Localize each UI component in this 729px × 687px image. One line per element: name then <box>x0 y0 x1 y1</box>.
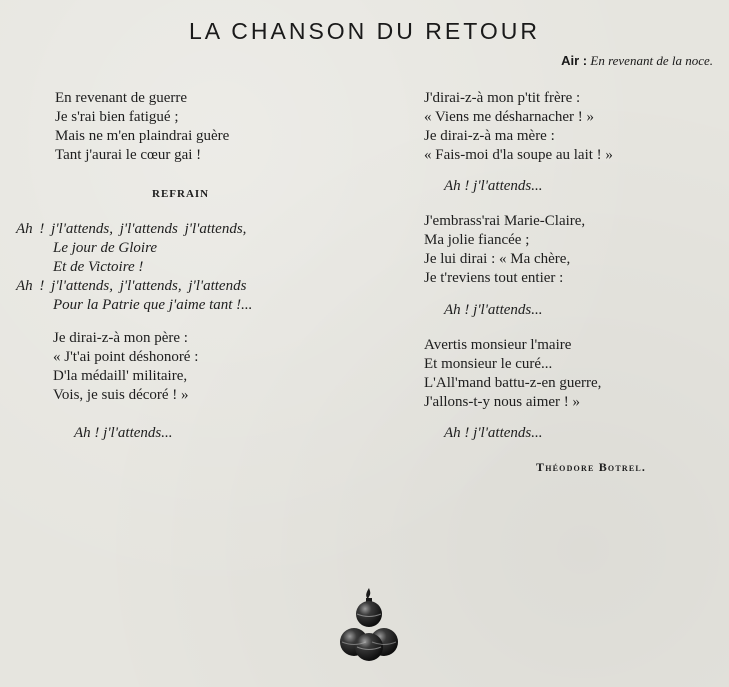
stanza3-line-1: J'dirai-z-à mon p'tit frère : <box>424 90 581 106</box>
refrain-line-1: Ah ! j'l'attends, j'l'attends j'l'attends, <box>16 221 247 237</box>
refrain-short-right-3: Ah ! j'l'attends... <box>444 425 543 441</box>
song-title: LA CHANSON DU RETOUR <box>189 18 540 44</box>
stanza5-line-1: Avertis monsieur l'maire <box>424 337 572 353</box>
refrain-line-4: Ah ! j'l'attends, j'l'attends, j'l'attends <box>16 278 247 294</box>
stanza4-line-3: Je lui dirai : « Ma chère, <box>424 251 571 267</box>
author-signature: Théodore Botrel. <box>536 460 647 474</box>
three-grenades-ornament-icon <box>336 585 402 665</box>
stanza5-line-3: L'All'mand battu-z-en guerre, <box>424 375 602 391</box>
stanza3-line-3: Je dirai-z-à ma mère : <box>424 128 555 144</box>
refrain-short-right-1: Ah ! j'l'attends... <box>444 178 543 194</box>
stanza1-line-2: Je s'rai bien fatigué ; <box>55 109 179 125</box>
air-line <box>561 53 713 69</box>
stanza3-line-4: « Fais-moi d'la soupe au lait ! » <box>424 147 613 163</box>
refrain-heading: REFRAIN <box>152 188 210 200</box>
refrain-short-left: Ah ! j'l'attends... <box>74 425 173 441</box>
stanza4-line-1: J'embrass'rai Marie-Claire, <box>424 213 586 229</box>
stanza3-line-2: « Viens me désharnacher ! » <box>424 109 595 125</box>
stanza4-line-4: Je t'reviens tout entier : <box>424 270 564 286</box>
refrain-line-5: Pour la Patrie que j'aime tant !... <box>53 297 253 313</box>
air-label: Air : <box>561 53 588 68</box>
stanza5-line-2: Et monsieur le curé... <box>424 356 553 372</box>
refrain-line-2: Le jour de Gloire <box>53 240 158 256</box>
stanza2-line-3: D'la médaill' militaire, <box>53 368 188 384</box>
air-tune: En revenant de la noce. <box>590 53 713 68</box>
stanza1-line-4: Tant j'aurai le cœur gai ! <box>55 147 202 163</box>
stanza5-line-4: J'allons-t-y nous aimer ! » <box>424 394 581 410</box>
stanza2-line-2: « J't'ai point déshonoré : <box>53 349 199 365</box>
stanza4-line-2: Ma jolie fiancée ; <box>424 232 530 248</box>
stanza2-line-4: Vois, je suis décoré ! » <box>53 387 189 403</box>
stanza2-line-1: Je dirai-z-à mon père : <box>53 330 188 346</box>
stanza1-line-3: Mais ne m'en plaindrai guère <box>55 128 230 144</box>
refrain-short-right-2: Ah ! j'l'attends... <box>444 302 543 318</box>
refrain-line-3: Et de Victoire ! <box>53 259 144 275</box>
stanza1-line-1: En revenant de guerre <box>55 90 188 106</box>
